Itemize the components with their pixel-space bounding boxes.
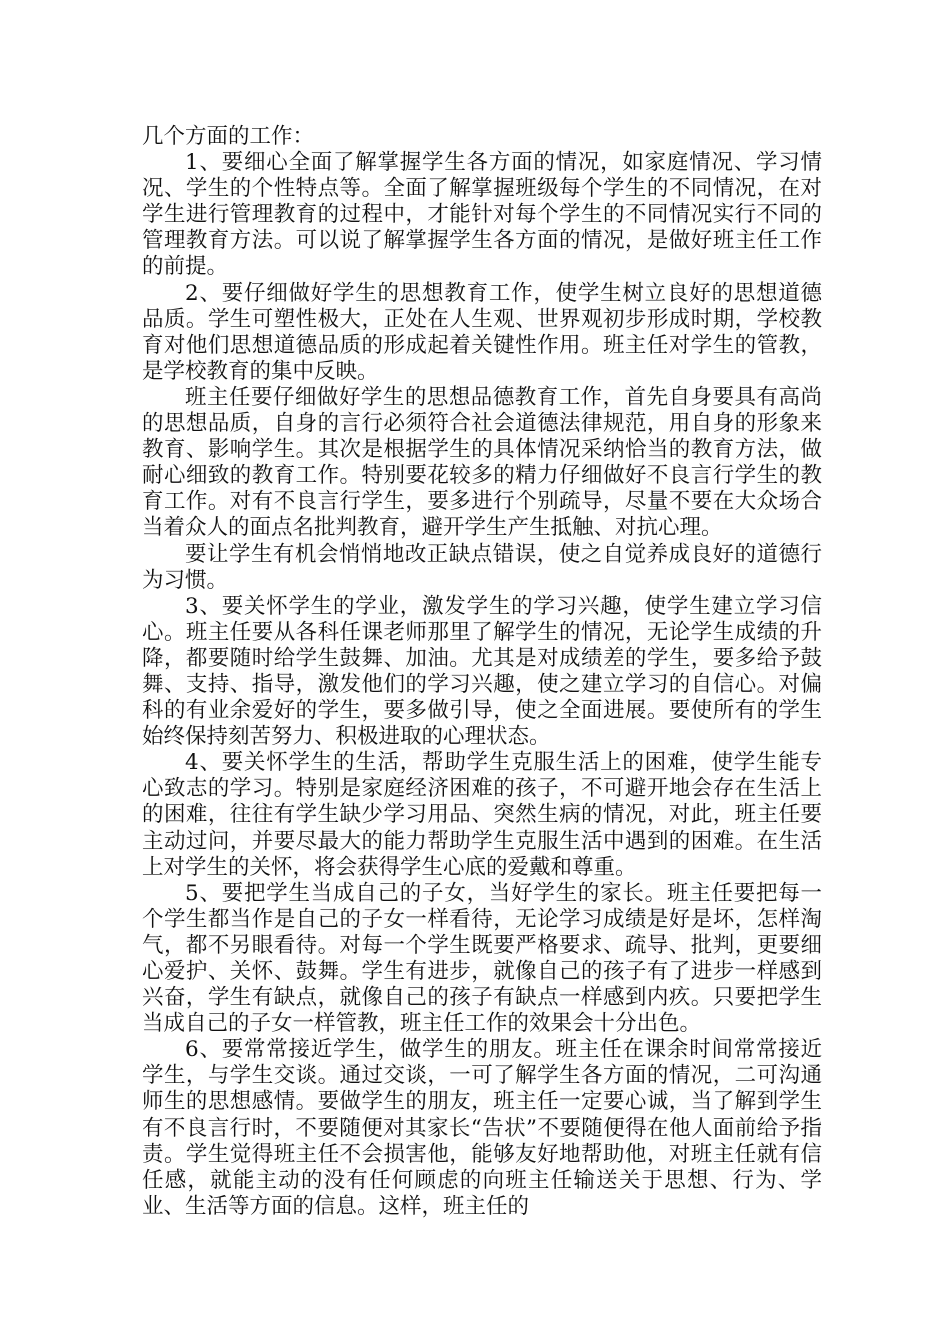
paragraph-point-6: 6、要常常接近学生，做学生的朋友。班主任在课余时间常常接近学生，与学生交谈。通过交谈，一可了解学生各方面的情况，二可沟通师生的思想感情。要做学生的朋友，班主任一定要心诚，当了解到学生有不良言行时，不要随便对其家长“告状”不要随便得在他人面前给予指责。学生觉得班主任不会损害他，能够友好地帮助他，对班主任就有信任感，就能主动的没有任何顾虑的向班主任输送关于思想、行为、学业、生活等方面的信息。这样，班主任的 (142, 1037, 822, 1219)
paragraph-point-5: 5、要把学生当成自己的子女，当好学生的家长。班主任要把每一个学生都当作是自己的子女一样看待，无论学习成绩是好是坏，怎样淘气，都不另眼看待。对每一个学生既要严格要求、疏导、批判，更要细心爱护、关怀、鼓舞。学生有进步，就像自己的孩子有了进步一样感到兴奋，学生有缺点，就像自己的孩子有缺点一样感到内疚。只要把学生当成自己的子女一样管教，班主任工作的效果会十分出色。 (142, 880, 822, 1037)
paragraph-point-2: 2、要仔细做好学生的思想教育工作，使学生树立良好的思想道德品质。学生可塑性极大，正处在人生观、世界观初步形成时期，学校教育对他们思想道德品质的形成起着关键性作用。班主任对学生的管教，是学校教育的集中反映。 (142, 280, 822, 384)
paragraph-point-2-conclusion: 要让学生有机会悄悄地改正缺点错误，使之自觉养成良好的道德行为习惯。 (142, 541, 822, 593)
paragraph-point-4: 4、要关怀学生的生活，帮助学生克服生活上的困难，使学生能专心致志的学习。特别是家庭经济困难的孩子，不可避开地会存在生活上的困难，往往有学生缺少学习用品、突然生病的情况，对此，班主任要主动过问，并要尽最大的能力帮助学生克服生活中遇到的困难。在生活上对学生的关怀，将会获得学生心底的爱戴和尊重。 (142, 750, 822, 880)
paragraph-intro: 几个方面的工作： (142, 124, 315, 149)
paragraph-point-1: 1、要细心全面了解掌握学生各方面的情况，如家庭情况、学习情况、学生的个性特点等。全面了解掌握班级每个学生的不同情况，在对学生进行管理教育的过程中，才能针对每个学生的不同情况实行不同的管理教育方法。可以说了解掌握学生各方面的情况，是做好班主任工作的前提。 (142, 150, 822, 280)
paragraph-point-3: 3、要关怀学生的学业，激发学生的学习兴趣，使学生建立学习信心。班主任要从各科任课老师那里了解学生的情况，无论学生成绩的升降，都要随时给学生鼓舞、加油。尤其是对成绩差的学生，要多给予鼓舞、支持、指导，激发他们的学习兴趣，使之建立学习的自信心。对偏科的有业余爱好的学生，要多做引导，使之全面进展。要使所有的学生始终保持刻苦努力、积极进取的心理状态。 (142, 593, 822, 750)
paragraph-point-2-detail: 班主任要仔细做好学生的思想品德教育工作，首先自身要具有高尚的思想品质，自身的言行必须符合社会道德法律规范，用自身的形象来教育、影响学生。其次是根据学生的具体情况采纳恰当的教育方法，做耐心细致的教育工作。特别要花较多的精力仔细做好不良言行学生的教育工作。对有不良言行学生，要多进行个别疏导，尽量不要在大众场合当着众人的面点名批判教育，避开学生产生抵触、对抗心理。 (142, 384, 822, 541)
document-body (142, 124, 822, 1220)
